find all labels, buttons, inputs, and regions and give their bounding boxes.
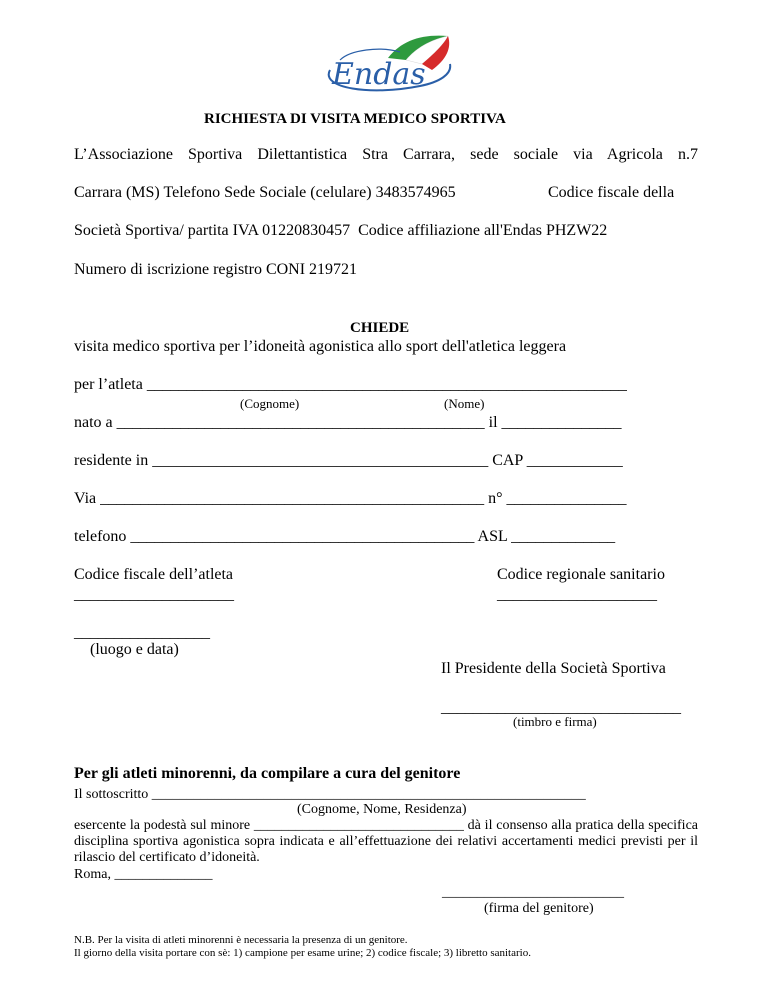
document-title: RICHIESTA DI VISITA MEDICO SPORTIVA bbox=[204, 111, 506, 127]
label-presidente: Il Presidente della Società Sportiva bbox=[441, 660, 666, 677]
hint-cognome: (Cognome) bbox=[240, 396, 300, 411]
field-roma-data[interactable]: Roma, ______________ bbox=[74, 867, 213, 882]
endas-logo bbox=[310, 30, 460, 100]
hint-timbro-firma: (timbro e firma) bbox=[513, 714, 597, 729]
label-codice-fiscale: Codice fiscale dell’atleta bbox=[74, 566, 234, 583]
intro-line-4: Numero di iscrizione registro CONI 219721 bbox=[74, 261, 358, 278]
chiede-heading: CHIEDE bbox=[350, 320, 410, 336]
field-codice-fiscale[interactable]: ____________________ bbox=[74, 586, 234, 603]
field-atleta[interactable]: per l’atleta ____________________________________________________________ bbox=[74, 376, 627, 393]
chiede-text: visita medico sportiva per l’idoneità agonistica allo sport dell'atletica leggera bbox=[74, 338, 567, 355]
field-via[interactable]: Via ________________________________________________ n° _______________ bbox=[74, 490, 627, 507]
logo-text: Endas bbox=[332, 57, 426, 92]
intro-line-3: Società Sportiva/ partita IVA 01220830457 Codice affiliazione all'Endas PHZW22 bbox=[74, 222, 608, 239]
note-giorno-visita: Il giorno della visita portare con sè: 1) campione per esame urine; 2) codice fiscale; 3) libretto sanitario. bbox=[74, 947, 531, 959]
hint-sottoscritto: (Cognome, Nome, Residenza) bbox=[297, 802, 467, 817]
hint-firma-genitore: (firma del genitore) bbox=[484, 901, 594, 916]
field-sottoscritto[interactable]: Il sottoscritto ______________________________________________________________ bbox=[74, 787, 586, 802]
field-residente[interactable]: residente in __________________________________________ CAP ____________ bbox=[74, 452, 623, 469]
field-firma-genitore[interactable]: __________________________ bbox=[442, 885, 624, 900]
field-luogo-data[interactable]: _________________ bbox=[74, 624, 210, 641]
note-nb: N.B. Per la visita di atleti minorenni è necessaria la presenza di un genitore. bbox=[74, 934, 408, 946]
hint-nome: (Nome) bbox=[444, 396, 485, 411]
label-codice-regionale: Codice regionale sanitario bbox=[497, 566, 665, 583]
field-nato[interactable]: nato a ______________________________________________ il _______________ bbox=[74, 414, 622, 431]
field-presidente-firma[interactable]: ______________________________ bbox=[441, 699, 681, 716]
hint-luogo-data: (luogo e data) bbox=[90, 641, 179, 658]
field-telefono[interactable]: telefono ___________________________________________ ASL _____________ bbox=[74, 528, 616, 545]
intro-line-1: L’Associazione Sportiva Dilettantistica Stra Carrara, sede sociale via Agricola n.7 bbox=[74, 146, 698, 163]
intro-line-2a: Carrara (MS) Telefono Sede Sociale (celulare) 3483574965 bbox=[74, 184, 456, 201]
intro-line-2b: Codice fiscale della bbox=[548, 184, 675, 201]
minors-heading: Per gli atleti minorenni, da compilare a cura del genitore bbox=[74, 765, 461, 782]
minors-paragraph: esercente la podestà sul minore ______________________________ dà il consenso alla pratica della specifica disciplina sportiva agonistica sopra indicata e all’effettuazione dei relativi accertamenti medici previsti per il rilascio del certificato d’idoneità. bbox=[74, 818, 698, 865]
field-codice-regionale[interactable]: ____________________ bbox=[497, 586, 657, 603]
